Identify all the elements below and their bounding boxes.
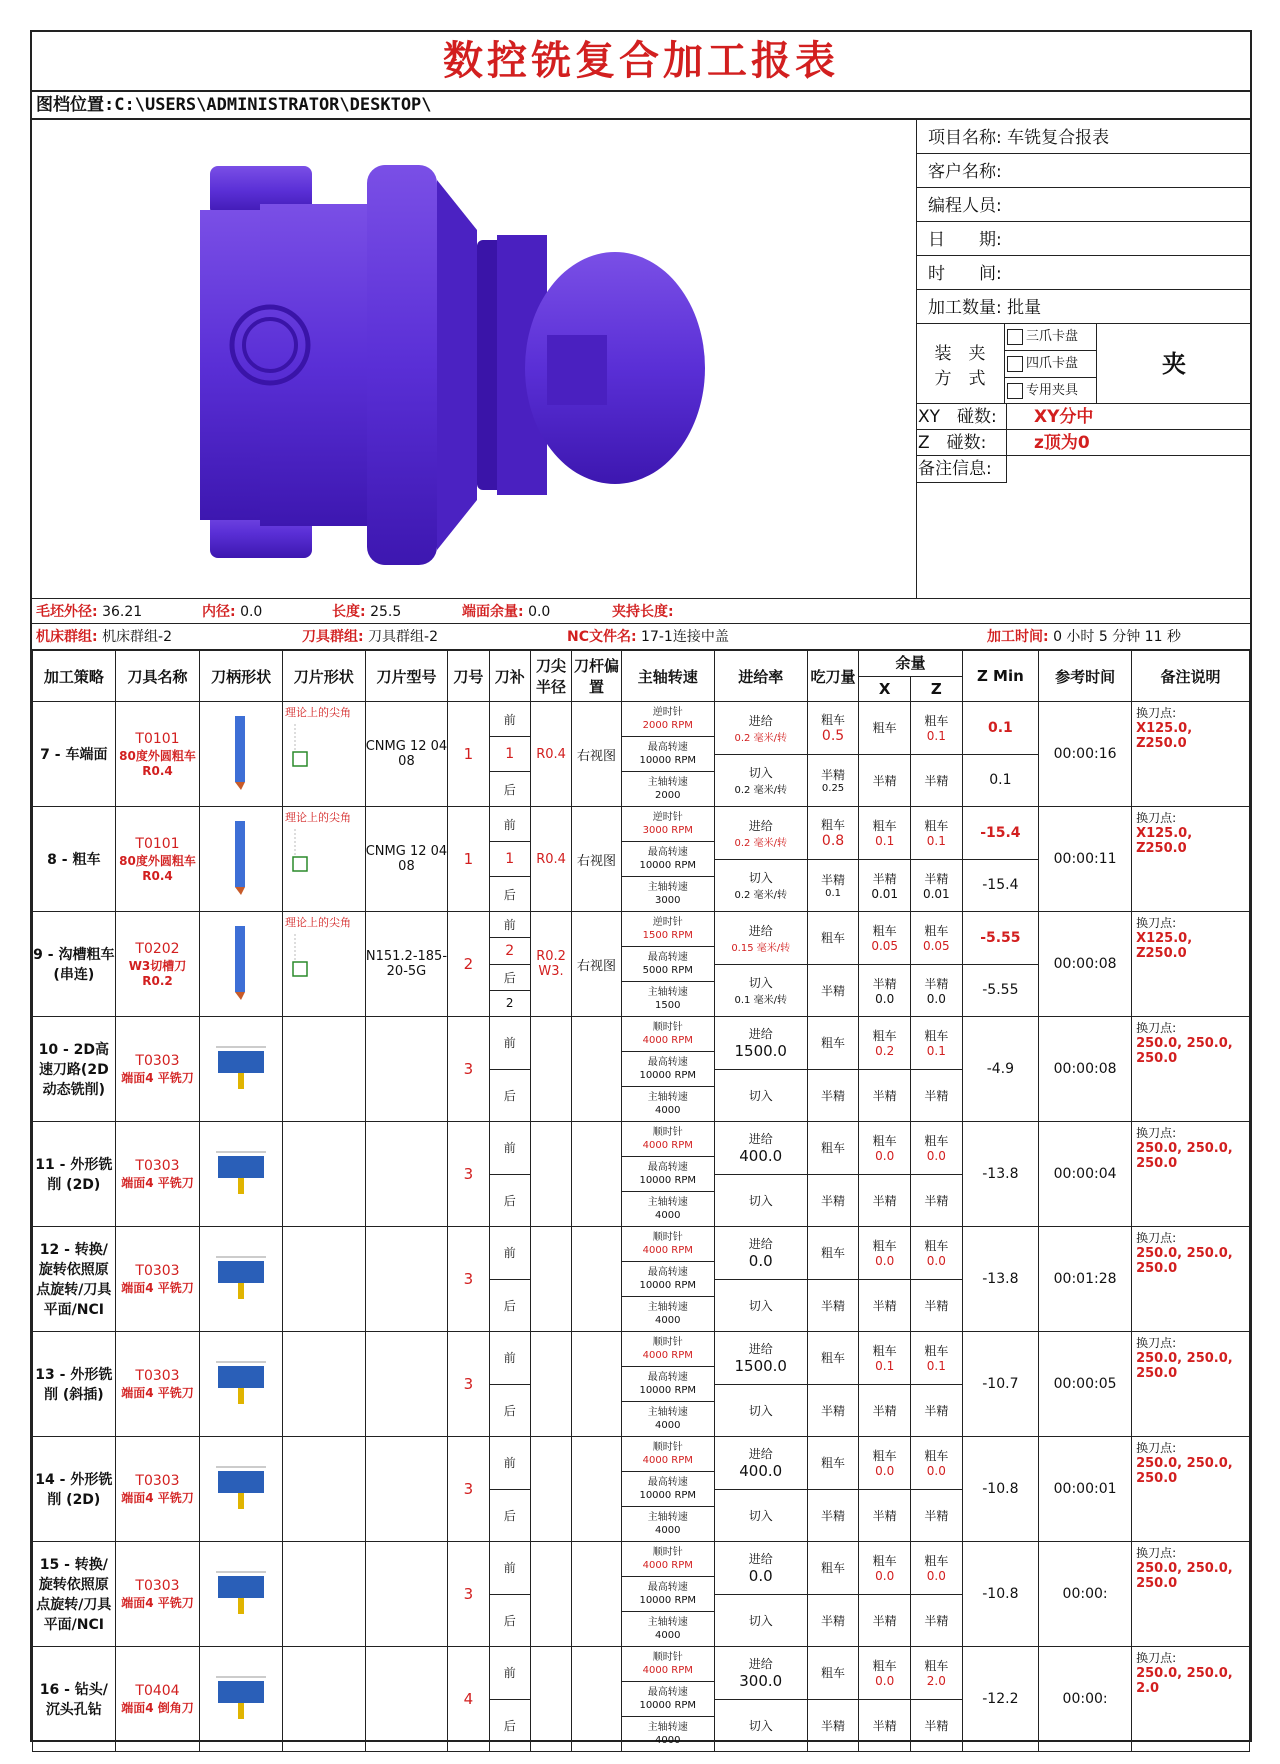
tool-cell: T0303 端面4 平铣刀	[115, 1437, 200, 1542]
offset-cell	[572, 1332, 622, 1437]
time-label: 时 间:	[928, 264, 1002, 284]
radius-cell	[530, 1437, 571, 1542]
strategy-cell: 16 - 钻头/沉头孔钻	[33, 1647, 116, 1752]
qty-row	[916, 290, 1252, 324]
strategy-cell: 8 - 粗车	[33, 807, 116, 912]
spindle-cell: 逆时针 3000 RPM 最高转速 10000 RPM 主轴转速 3000	[621, 807, 714, 912]
col-comp: 刀补	[489, 651, 530, 702]
tool-number-cell: 1	[448, 702, 489, 807]
spindle-cell: 逆时针 1500 RPM 最高转速 5000 RPM 主轴转速 1500	[621, 912, 714, 1017]
tool-group-value: 刀具群组-2	[368, 629, 439, 645]
holder-cell	[200, 1017, 283, 1122]
tool-number-cell: 1	[448, 807, 489, 912]
clamp-option-1[interactable]: 三爪卡盘	[1004, 324, 1096, 351]
tool-cell: T0303 端面4 平铣刀	[115, 1542, 200, 1647]
nc-file-value: 17-1连接中盖	[641, 629, 729, 645]
endmill-holder-icon	[208, 1667, 274, 1727]
notes-cell: 换刀点: X125.0, Z250.0	[1132, 912, 1250, 1017]
tool-number-cell: 3	[448, 1437, 489, 1542]
insert-model-cell	[365, 1437, 448, 1542]
table-row: 14 - 外形铣削 (2D) T0303 端面4 平铣刀 3 前 后 顺时针 4000 RPM 最高转速 10000 RPM 主轴转速 4000 进给 400.0 切入 粗车 半精 粗车 0.0 半精 粗车 0.0 半精 -10.8 00:00:01 换刀点: 250.0, 250.0, 250.0	[33, 1437, 1250, 1542]
ref-time-cell: 00:00:08	[1039, 912, 1132, 1017]
operations-table	[32, 650, 1250, 1752]
machining-time-label: 加工时间:	[987, 629, 1049, 645]
clamp-label-b: 方 式	[934, 369, 986, 389]
spindle-cell: 顺时针 4000 RPM 最高转速 10000 RPM 主轴转速 4000	[621, 1122, 714, 1227]
tool-cell: T0202 W3切槽刀R0.2	[115, 912, 200, 1017]
strategy-cell: 15 - 转换/旋转依照原点旋转/刀具平面/NCI	[33, 1542, 116, 1647]
holder-cell	[200, 1542, 283, 1647]
insert-shape-icon	[283, 722, 353, 782]
offset-cell: 右视图	[572, 702, 622, 807]
ref-time-cell: 00:00:01	[1039, 1437, 1132, 1542]
stock-row	[32, 598, 1250, 624]
tool-number-cell: 2	[448, 912, 489, 1017]
turning-holder-icon	[221, 922, 261, 1002]
table-row: 16 - 钻头/沉头孔钻 T0404 端面4 倒角刀 4 前 后 顺时针 4000 RPM 最高转速 10000 RPM 主轴转速 4000 进给 300.0 切入 粗车 半精 粗车 0.0 半精 粗车 2.0 半精 -12.2 00:00: 换刀点: 250.0, 250.0, 2.0	[33, 1647, 1250, 1752]
tool-number-cell: 4	[448, 1647, 489, 1752]
col-spindle: 主轴转速	[621, 651, 714, 702]
notes-cell: 换刀点: 250.0, 250.0, 250.0	[1132, 1122, 1250, 1227]
endmill-holder-icon	[208, 1562, 274, 1622]
project-value: 车铣复合报表	[1007, 128, 1110, 148]
insert-shape-icon	[283, 932, 353, 992]
offset-cell	[572, 1227, 622, 1332]
notes-cell: 换刀点: X125.0, Z250.0	[1132, 702, 1250, 807]
notes-cell: 换刀点: 250.0, 250.0, 250.0	[1132, 1227, 1250, 1332]
endmill-holder-icon	[208, 1247, 274, 1307]
insert-model-cell	[365, 1122, 448, 1227]
clamp-option-2[interactable]: 四爪卡盘	[1004, 351, 1096, 378]
ref-time-cell: 00:00:16	[1039, 702, 1132, 807]
strategy-cell: 12 - 转换/旋转依照原点旋转/刀具平面/NCI	[33, 1227, 116, 1332]
col-holder: 刀柄形状	[200, 651, 283, 702]
col-zmin: Z Min	[962, 651, 1038, 702]
file-path-value: C:\USERS\ADMINISTRATOR\DESKTOP\	[114, 95, 432, 115]
notes-cell: 换刀点: X125.0, Z250.0	[1132, 807, 1250, 912]
holder-cell	[200, 1647, 283, 1752]
insert-model-cell: CNMG 12 04 08	[365, 702, 448, 807]
table-row: 7 - 车端面 T0101 80度外圆粗车R0.4 理论上的尖角 CNMG 12 04 08 1 前 1 后 R0.4 右视图 逆时针 2000 RPM 最高转速 10000 RPM 主轴转速 2000 进给 0.2 毫米/转 切入 0.2 毫米/转 粗车 0.5 半精 0.25 粗车 半精 粗车 0.1 半精 0.1 0.1 00:00:16 换刀点: X125.0, Z250.0	[33, 702, 1250, 807]
insert-note: 理论上的尖角	[284, 811, 351, 824]
z-label: Z 碰数:	[916, 430, 1007, 456]
clamp-length-label: 夹持长度:	[612, 604, 674, 620]
report-sheet	[30, 30, 1252, 1746]
od-label: 毛坯外径:	[36, 604, 98, 620]
clamp-row	[916, 324, 1252, 404]
project-row	[916, 120, 1252, 154]
remark-label: 备注信息:	[916, 456, 1007, 483]
tool-number-cell: 3	[448, 1122, 489, 1227]
radius-cell	[530, 1332, 571, 1437]
offset-cell: 右视图	[572, 807, 622, 912]
xy-row	[916, 404, 1252, 430]
machine-group-value: 机床群组-2	[102, 629, 173, 645]
offset-cell: 右视图	[572, 912, 622, 1017]
holder-cell	[200, 1122, 283, 1227]
date-label: 日 期:	[928, 230, 1002, 250]
spindle-cell: 顺时针 4000 RPM 最高转速 10000 RPM 主轴转速 4000	[621, 1227, 714, 1332]
insert-model-cell	[365, 1647, 448, 1752]
col-tool-name: 刀具名称	[115, 651, 200, 702]
offset-cell	[572, 1122, 622, 1227]
programmer-label: 编程人员:	[928, 196, 1002, 216]
insert-model-cell: CNMG 12 04 08	[365, 807, 448, 912]
checkbox-icon[interactable]	[1007, 356, 1023, 372]
clamp-value: 夹	[1162, 350, 1186, 378]
holder-cell	[200, 912, 283, 1017]
offset-cell	[572, 1647, 622, 1752]
file-path-row	[32, 90, 1250, 120]
tool-cell: T0101 80度外圆粗车R0.4	[115, 807, 200, 912]
part-preview	[32, 120, 917, 598]
checkbox-icon[interactable]	[1007, 383, 1023, 399]
ref-time-cell: 00:00:05	[1039, 1332, 1132, 1437]
offset-cell	[572, 1017, 622, 1122]
table-header-row	[33, 651, 1250, 702]
length-value: 25.5	[370, 604, 402, 620]
col-notes: 备注说明	[1132, 651, 1250, 702]
endmill-holder-icon	[208, 1352, 274, 1412]
tool-cell: T0303 端面4 平铣刀	[115, 1227, 200, 1332]
strategy-cell: 13 - 外形铣削 (斜插)	[33, 1332, 116, 1437]
strategy-cell: 10 - 2D高速刀路(2D 动态铣削)	[33, 1017, 116, 1122]
table-row: 12 - 转换/旋转依照原点旋转/刀具平面/NCI T0303 端面4 平铣刀 3 前 后 顺时针 4000 RPM 最高转速 10000 RPM 主轴转速 4000 进给 0.0 切入 粗车 半精 粗车 0.0 半精 粗车 0.0 半精 -13.8 00:01:28 换刀点: 250.0, 250.0, 250.0	[33, 1227, 1250, 1332]
col-stock: 余量 X Z	[859, 651, 962, 702]
tool-number-cell: 3	[448, 1332, 489, 1437]
tool-cell: T0303 端面4 平铣刀	[115, 1122, 200, 1227]
notes-cell: 换刀点: 250.0, 250.0, 250.0	[1132, 1017, 1250, 1122]
ref-time-cell: 00:00:08	[1039, 1017, 1132, 1122]
radius-cell: R0.4	[530, 702, 571, 807]
insert-note: 理论上的尖角	[284, 916, 351, 929]
col-strategy: 加工策略	[33, 651, 116, 702]
table-row: 8 - 粗车 T0101 80度外圆粗车R0.4 理论上的尖角 CNMG 12 04 08 1 前 1 后 R0.4 右视图 逆时针 3000 RPM 最高转速 10000 RPM 主轴转速 3000 进给 0.2 毫米/转 切入 0.2 毫米/转 粗车 0.8 半精 0.1 粗车 0.1 半精 0.01 粗车 0.1 半精 0.01 -15.4 -15.4 00:00:11 换刀点: X125.0, Z250.0	[33, 807, 1250, 912]
insert-model-cell: N151.2-185-20-5G	[365, 912, 448, 1017]
table-row: 15 - 转换/旋转依照原点旋转/刀具平面/NCI T0303 端面4 平铣刀 3 前 后 顺时针 4000 RPM 最高转速 10000 RPM 主轴转速 4000 进给 0.0 切入 粗车 半精 粗车 0.0 半精 粗车 0.0 半精 -10.8 00:00: 换刀点: 250.0, 250.0, 250.0	[33, 1542, 1250, 1647]
notes-cell: 换刀点: 250.0, 250.0, 250.0	[1132, 1332, 1250, 1437]
col-offset: 刀杆偏置	[572, 651, 622, 702]
strategy-cell: 14 - 外形铣削 (2D)	[33, 1437, 116, 1542]
programmer-row	[916, 188, 1252, 222]
ref-time-cell: 00:00:	[1039, 1542, 1132, 1647]
endmill-holder-icon	[208, 1142, 274, 1202]
col-doc: 吃刀量	[807, 651, 859, 702]
face-value: 0.0	[528, 604, 551, 620]
ref-time-cell: 00:00:	[1039, 1647, 1132, 1752]
holder-cell	[200, 1227, 283, 1332]
time-row	[916, 256, 1252, 290]
insert-model-cell	[365, 1542, 448, 1647]
insert-shape-icon	[283, 827, 353, 887]
insert-model-cell	[365, 1332, 448, 1437]
file-path-label: 图档位置:	[36, 95, 115, 115]
part-model-image	[32, 120, 916, 598]
qty-label: 加工数量:	[928, 298, 1002, 318]
turning-holder-icon	[221, 712, 261, 792]
strategy-cell: 9 - 沟槽粗车(串连)	[33, 912, 116, 1017]
insert-model-cell	[365, 1227, 448, 1332]
spindle-cell: 顺时针 4000 RPM 最高转速 10000 RPM 主轴转速 4000	[621, 1647, 714, 1752]
radius-cell	[530, 1647, 571, 1752]
tool-number-cell: 3	[448, 1017, 489, 1122]
z-row	[916, 430, 1252, 456]
radius-cell	[530, 1017, 571, 1122]
machining-time-value: 0 小时 5 分钟 11 秒	[1053, 629, 1181, 645]
col-feed: 进给率	[714, 651, 807, 702]
spindle-cell: 逆时针 2000 RPM 最高转速 10000 RPM 主轴转速 2000	[621, 702, 714, 807]
spindle-cell: 顺时针 4000 RPM 最高转速 10000 RPM 主轴转速 4000	[621, 1017, 714, 1122]
date-row	[916, 222, 1252, 256]
holder-cell	[200, 1332, 283, 1437]
strategy-cell: 7 - 车端面	[33, 702, 116, 807]
table-row: 11 - 外形铣削 (2D) T0303 端面4 平铣刀 3 前 后 顺时针 4000 RPM 最高转速 10000 RPM 主轴转速 4000 进给 400.0 切入 粗车 半精 粗车 0.0 半精 粗车 0.0 半精 -13.8 00:00:04 换刀点: 250.0, 250.0, 250.0	[33, 1122, 1250, 1227]
ref-time-cell: 00:00:04	[1039, 1122, 1132, 1227]
spindle-cell: 顺时针 4000 RPM 最高转速 10000 RPM 主轴转速 4000	[621, 1542, 714, 1647]
col-stock-x: X	[859, 677, 911, 701]
project-label: 项目名称:	[928, 128, 1002, 148]
holder-cell	[200, 807, 283, 912]
col-stock-z: Z	[930, 680, 942, 698]
client-row	[916, 154, 1252, 188]
clamp-label-a: 装 夹	[934, 344, 986, 364]
clamp-option-3[interactable]: 专用夹具	[1004, 378, 1096, 404]
table-row: 13 - 外形铣削 (斜插) T0303 端面4 平铣刀 3 前 后 顺时针 4000 RPM 最高转速 10000 RPM 主轴转速 4000 进给 1500.0 切入 粗车 半精 粗车 0.1 半精 粗车 0.1 半精 -10.7 00:00:05 换刀点: 250.0, 250.0, 250.0	[33, 1332, 1250, 1437]
machine-group-label: 机床群组:	[36, 629, 98, 645]
endmill-holder-icon	[208, 1457, 274, 1517]
remark-row	[916, 456, 1252, 482]
id-value: 0.0	[240, 604, 263, 620]
id-label: 内径:	[202, 604, 236, 620]
tool-number-cell: 3	[448, 1227, 489, 1332]
tool-cell: T0404 端面4 倒角刀	[115, 1647, 200, 1752]
offset-cell	[572, 1437, 622, 1542]
xy-value: XY分中	[1034, 407, 1094, 427]
notes-cell: 换刀点: 250.0, 250.0, 2.0	[1132, 1647, 1250, 1752]
col-radius: 刀尖半径	[530, 651, 571, 702]
tool-cell: T0101 80度外圆粗车R0.4	[115, 702, 200, 807]
holder-cell	[200, 702, 283, 807]
notes-cell: 换刀点: 250.0, 250.0, 250.0	[1132, 1542, 1250, 1647]
z-value: z顶为0	[1034, 433, 1090, 453]
col-insert-model: 刀片型号	[365, 651, 448, 702]
tool-group-label: 刀具群组:	[302, 629, 364, 645]
od-value: 36.21	[102, 604, 143, 620]
turning-holder-icon	[221, 817, 261, 897]
ref-time-cell: 00:01:28	[1039, 1227, 1132, 1332]
ref-time-cell: 00:00:11	[1039, 807, 1132, 912]
qty-value: 批量	[1007, 298, 1042, 318]
strategy-cell: 11 - 外形铣削 (2D)	[33, 1122, 116, 1227]
notes-cell: 换刀点: 250.0, 250.0, 250.0	[1132, 1437, 1250, 1542]
insert-model-cell	[365, 1017, 448, 1122]
radius-cell	[530, 1122, 571, 1227]
radius-cell: R0.4	[530, 807, 571, 912]
checkbox-icon[interactable]	[1007, 329, 1023, 345]
info-panel	[916, 120, 1252, 598]
xy-label: XY 碰数:	[916, 404, 1007, 430]
length-label: 长度:	[332, 604, 366, 620]
tool-number-cell: 3	[448, 1542, 489, 1647]
client-label: 客户名称:	[928, 162, 1002, 182]
group-row	[32, 624, 1250, 650]
report-title: 数控铣复合加工报表	[32, 32, 1250, 92]
radius-cell: R0.2 W3.	[530, 912, 571, 1017]
nc-file-label: NC文件名:	[567, 629, 637, 645]
radius-cell	[530, 1542, 571, 1647]
radius-cell	[530, 1227, 571, 1332]
col-tool-no: 刀号	[448, 651, 489, 702]
table-row: 9 - 沟槽粗车(串连) T0202 W3切槽刀R0.2 理论上的尖角 N151.2-185-20-5G 2 前 2 后 2 R0.2 W3. 右视图 逆时针 1500 RPM 最高转速 5000 RPM 主轴转速 1500 进给 0.15 毫米/转 切入 0.1 毫米/转 粗车 半精 粗车 0.05 半精 0.0 粗车 0.05 半精 0.0 -5.55 -5.55 00:00:08 换刀点: X125.0, Z250.0	[33, 912, 1250, 1017]
endmill-holder-icon	[208, 1037, 274, 1097]
offset-cell	[572, 1542, 622, 1647]
tool-cell: T0303 端面4 平铣刀	[115, 1332, 200, 1437]
col-ref-time: 参考时间	[1039, 651, 1132, 702]
col-insert-shape: 刀片形状	[282, 651, 365, 702]
holder-cell	[200, 1437, 283, 1542]
face-label: 端面余量:	[462, 604, 524, 620]
insert-note: 理论上的尖角	[284, 706, 351, 719]
tool-cell: T0303 端面4 平铣刀	[115, 1017, 200, 1122]
spindle-cell: 顺时针 4000 RPM 最高转速 10000 RPM 主轴转速 4000	[621, 1437, 714, 1542]
table-row: 10 - 2D高速刀路(2D 动态铣削) T0303 端面4 平铣刀 3 前 后 顺时针 4000 RPM 最高转速 10000 RPM 主轴转速 4000 进给 1500.0 切入 粗车 半精 粗车 0.2 半精 粗车 0.1 半精 -4.9 00:00:08 换刀点: 250.0, 250.0, 250.0	[33, 1017, 1250, 1122]
spindle-cell: 顺时针 4000 RPM 最高转速 10000 RPM 主轴转速 4000	[621, 1332, 714, 1437]
